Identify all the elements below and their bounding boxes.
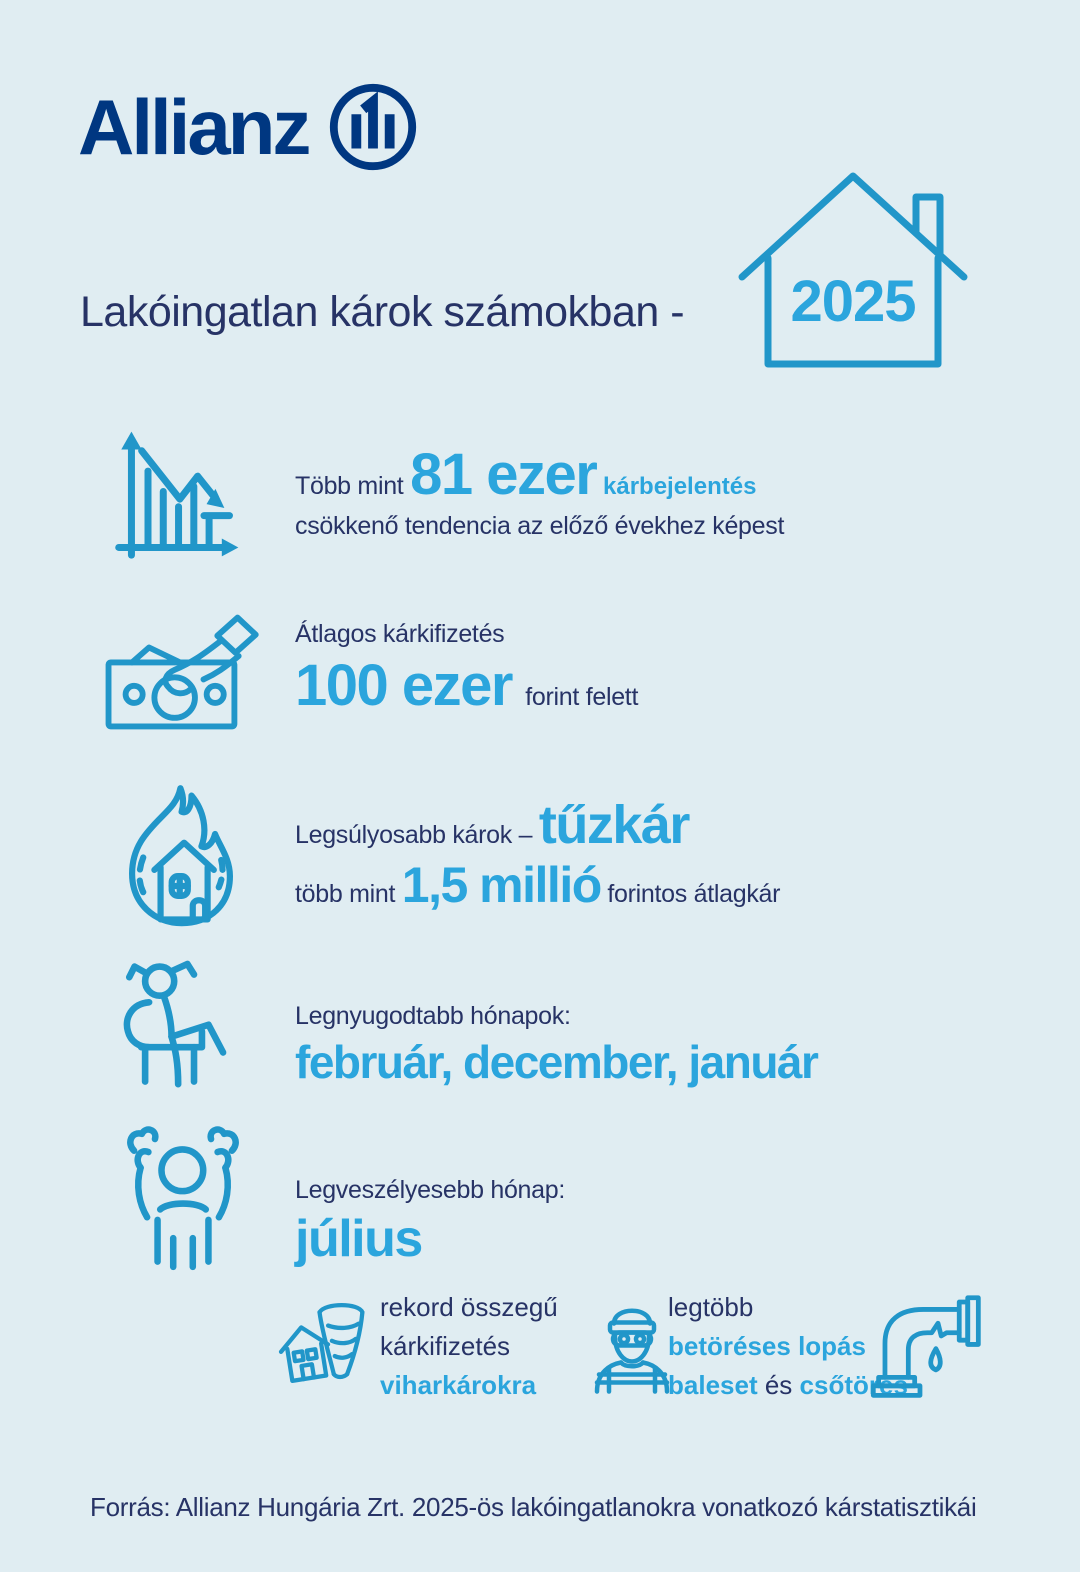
- burglary-line3-accident: baleset: [668, 1370, 758, 1400]
- fire-big-word: tűzkár: [538, 795, 689, 855]
- year-label: 2025: [790, 269, 916, 334]
- payout-big-number: 100 ezer: [295, 653, 512, 718]
- storm-line3: viharkárokra: [380, 1370, 537, 1400]
- calm-label: Legnyugodtabb hónapok:: [295, 1002, 571, 1030]
- storm-highlight-text: [380, 1288, 558, 1405]
- stat-payout-text: [295, 620, 639, 718]
- fire-prefix2: több mint: [295, 880, 402, 908]
- allianz-eagle-icon: [324, 78, 422, 176]
- burglary-line1: legtöbb: [668, 1292, 754, 1322]
- stat-fire-text: [295, 795, 781, 913]
- stat-row-claims: [0, 418, 1080, 588]
- burglary-line2: betöréses lopás: [668, 1331, 866, 1361]
- dangerous-month: július: [295, 1210, 422, 1268]
- source-note: Forrás: Allianz Hungária Zrt. 2025-ös lakóingatlanokra vonatkozó kárstatisztikái: [90, 1492, 977, 1522]
- declining-chart-icon: [106, 418, 246, 570]
- storm-house-icon: [270, 1292, 370, 1402]
- page-title: Lakóingatlan károk számokban -: [80, 288, 685, 336]
- claims-tag: kárbejelentés: [596, 473, 757, 500]
- stat-row-fire: [0, 780, 1080, 950]
- burning-house-icon: [116, 780, 246, 940]
- stat-row-calm-months: [0, 960, 1080, 1110]
- claims-trend-text: csökkenő tendencia az előző évekhez képest: [295, 512, 785, 540]
- angry-person-icon: [108, 1124, 258, 1274]
- burst-pipe-icon: [868, 1288, 990, 1403]
- fire-big-number: 1,5 millió: [401, 857, 601, 913]
- fire-suffix: forintos átlagkár: [600, 880, 781, 908]
- storm-line2: kárkifizetés: [380, 1331, 511, 1361]
- claims-prefix: Több mint: [295, 472, 411, 500]
- stat-dangerous-text: [295, 1176, 565, 1268]
- claims-big-number: 81 ezer: [410, 442, 597, 507]
- house-year-badge: [728, 162, 978, 374]
- fire-prefix: Legsúlyosabb károk –: [295, 821, 539, 849]
- burglary-line3-and: és: [757, 1370, 800, 1400]
- highlights-row: [0, 1288, 1080, 1418]
- relaxing-person-icon: [100, 960, 255, 1108]
- calm-months: február, december, január: [295, 1036, 818, 1088]
- payout-label: Átlagos kárkifizetés: [295, 620, 505, 648]
- stat-calm-text: [295, 1002, 818, 1088]
- allianz-logo: [78, 78, 422, 176]
- storm-line1: rekord összegű: [380, 1292, 558, 1322]
- stat-row-payout: [0, 608, 1080, 758]
- stat-claims-text: [295, 442, 785, 541]
- money-hand-icon: [100, 612, 260, 732]
- dangerous-label: Legveszélyesebb hónap:: [295, 1176, 565, 1204]
- burglary-line3-pipe: csőtörés: [799, 1370, 908, 1400]
- payout-suffix: forint felett: [511, 683, 639, 711]
- stat-row-dangerous-month: [0, 1124, 1080, 1284]
- allianz-wordmark: Allianz: [78, 83, 309, 171]
